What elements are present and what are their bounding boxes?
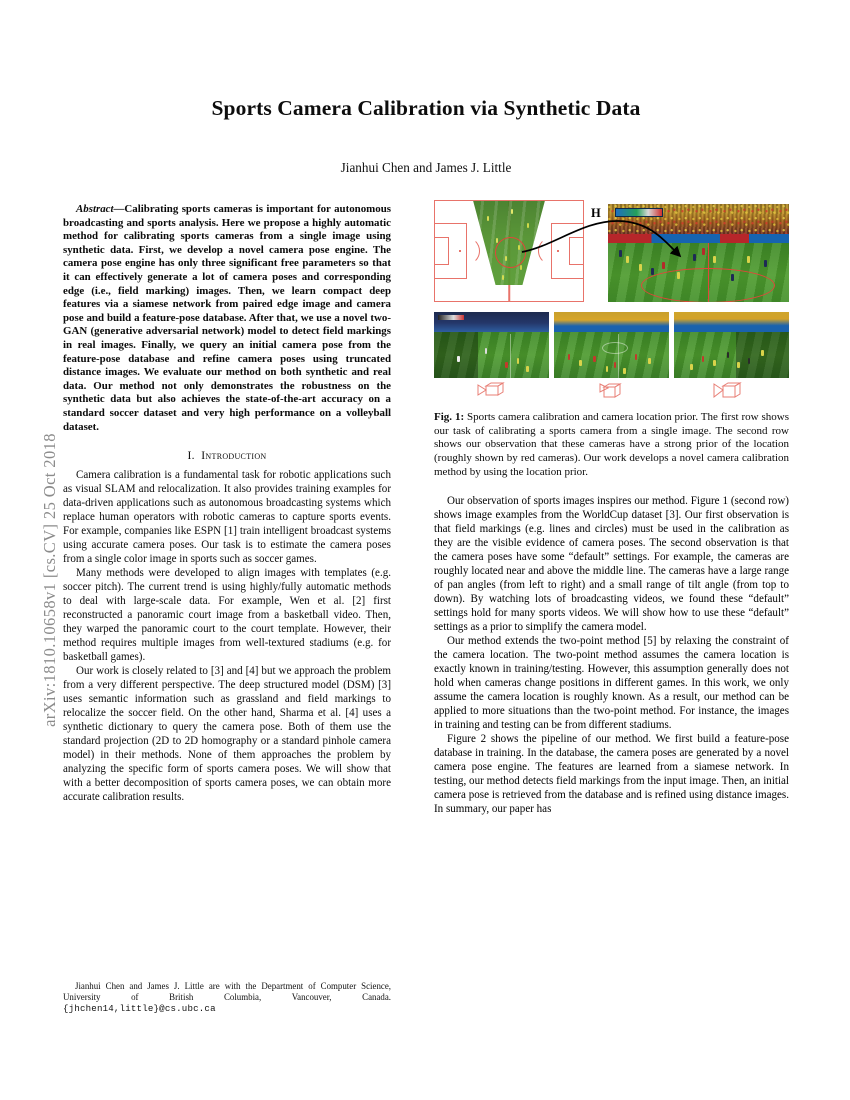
goal-box-right	[569, 237, 583, 265]
right-column-text	[434, 494, 789, 816]
paragraph-intro-3: Our work is closely related to [3] and [4] but we approach the problem from a very different perspective. The deep structured model (DSM) [3] uses semantic information such as grassland and field markings to relocalize the soccer field. On the other hand, Sharma et al. [4] uses a synthetic dictionary to query the camera pose. Both of them use the standard projection (2D to 2D homography or a standard pinhole camera model) in their methods. None of them approaches the problem by analyzing the specific form of sports camera poses. We will show that with a better decomposition of sports camera poses, we can obtain more accurate calibration results.	[63, 665, 391, 804]
paragraph-intro-2: Many methods were developed to align images with templates (e.g. soccer pitch). The current trend is using highly/fully automatic methods to deal with large-scale data. For example, Wen et al. [2] first reconstructed a panoramic court image from a basketball video. Then, they warped the panoramic court to the court template. However, their method requires multiple images from well-textured stadiums (e.g. for basketball games).	[63, 567, 391, 664]
frame2-grass	[554, 332, 669, 378]
figure-row-top	[434, 200, 789, 308]
homography-label: H	[591, 206, 601, 220]
paragraph-right-1: Our observation of sports images inspires our method. Figure 1 (second row) shows image examples from the WorldCup dataset [3]. Our first observation is that field markings (e.g. lines and circles) must be used in the calibration as they are the visible evidence of camera poses. The second observation is that the camera poses have some “default” settings. For example, the cameras are roughly located near and above the middle line. The cameras have a large range of pan angles (from left to right) and a small range of tilt angle (from top to down). By watching lots of broadcasting videos, we found these “default” settings hold for many sports videos. We will show how to use these “default” settings as a prior to simplify the camera model.	[434, 494, 789, 633]
paragraph-intro-1: Camera calibration is a fundamental task for robotic applications such as visual SLAM and relocalization. It also provides training examples for data-driven applications such as autonomous broadcasting systems which replace human operators with robotic cameras to capture sports events. For example, companies like ESPN [1] train intelligent broadcast systems using accurate camera poses. Our task is to estimate the camera poses from a single color image in sports such as soccer games.	[63, 469, 391, 566]
penalty-spot-right	[557, 250, 559, 252]
section-title: Introduction	[201, 449, 267, 463]
camera-wireframe-icon	[474, 381, 508, 403]
penalty-arc-left	[465, 237, 480, 265]
pitch-center-circle	[495, 237, 526, 268]
stadium-broadcast-image	[608, 204, 789, 302]
footnote-affiliation: Jianhui Chen and James J. Little are with the Department of Computer Science, University of British Columbia, Vancouver, Canada.	[63, 981, 391, 1003]
camera-wireframe-icon	[594, 381, 624, 403]
penalty-arc-right	[538, 237, 553, 265]
figure-number: Fig. 1:	[434, 411, 465, 423]
footnote-email: {jhchen14,little}@cs.ubc.ca	[63, 1003, 216, 1015]
abstract	[63, 203, 391, 434]
figure-1	[434, 200, 789, 816]
figure-caption	[434, 411, 789, 480]
section-numeral: I.	[187, 449, 195, 463]
frame1-shadow	[434, 332, 478, 378]
figure-caption-text: Sports camera calibration and camera location prior. The first row shows our task of calibrating a sports camera from a single image. The second row shows our observation that these cameras have a strong prior of the location (roughly shown by red cameras). Our work develops a novel camera calibration method by using the location prior.	[434, 411, 789, 478]
goal-box-left	[435, 237, 449, 265]
broadcast-frame-2	[554, 312, 669, 378]
page-title: Sports Camera Calibration via Synthetic Data	[211, 96, 641, 120]
arxiv-stamp: arXiv:1810.10658v1 [cs.CV] 25 Oct 2018	[40, 433, 59, 727]
section-heading-introduction	[63, 449, 391, 463]
footnote	[63, 981, 391, 1015]
broadcast-scoreboard-overlay	[615, 208, 663, 217]
abstract-dash: —	[113, 203, 125, 215]
left-column	[63, 203, 391, 804]
broadcast-frame-1	[434, 312, 549, 378]
stadium-advertising-band	[608, 234, 789, 243]
soccer-pitch-template	[434, 200, 584, 302]
paragraph-right-3: Figure 2 shows the pipeline of our method. We first build a feature-pose database in training. In the database, the camera poses are generated by a novel camera pose engine. The features are learned from a siamese network. In testing, our method detects field markings from the input image. Then, an initial camera pose is retrieved from the database and is refined using distance images. In summary, our paper has	[434, 732, 789, 815]
camera-wireframe-icon	[711, 381, 743, 403]
abstract-text: Calibrating sports cameras is important for autonomous broadcasting and sports analysis. Here we propose a highly automatic method for calibrating sports cameras from a single image using synthetic data. First, we develop a novel camera pose engine. The camera pose engine has only three significant free parameters so that it can effectively generate a lot of camera poses and corresponding edge (i.e., field marking) images. Then, we learn compact deep features via a siamese network from paired edge image and camera pose and build a feature-pose database. After that, we use a novel two-GAN (generative adversarial network) model to detect field markings in real images. Finally, we query an initial camera pose from the feature-pose database and refine camera poses using truncated distance images. We evaluate our method on both synthetic and real data. Our method not only demonstrates the robustness on the synthetic data but also achieves the state-of-the-art accuracy on a standard soccer dataset and very high performance on a volleyball dataset.	[63, 203, 391, 433]
paragraph-right-2: Our method extends the two-point method [5] by relaxing the constraint of the camera location. The two-point method assumes the camera location is exactly known in training/testing. However, this assumption generally does not hold when cameras change positions in different games. In this work, we only assume the camera location is roughly known. As a result, our method can be applied to more situations than the two-point method. For instance, the images in training and testing can be from different stadiums.	[434, 634, 789, 731]
author-list: Jianhui Chen and James J. Little	[340, 160, 512, 175]
camera-icon-row	[434, 381, 789, 405]
abstract-label: Abstract	[76, 203, 114, 215]
penalty-spot-left	[459, 250, 461, 252]
broadcast-frame-3	[674, 312, 789, 378]
figure-row-examples	[434, 312, 789, 378]
stadium-center-circle-overlay	[641, 268, 775, 302]
title-block	[63, 96, 789, 176]
